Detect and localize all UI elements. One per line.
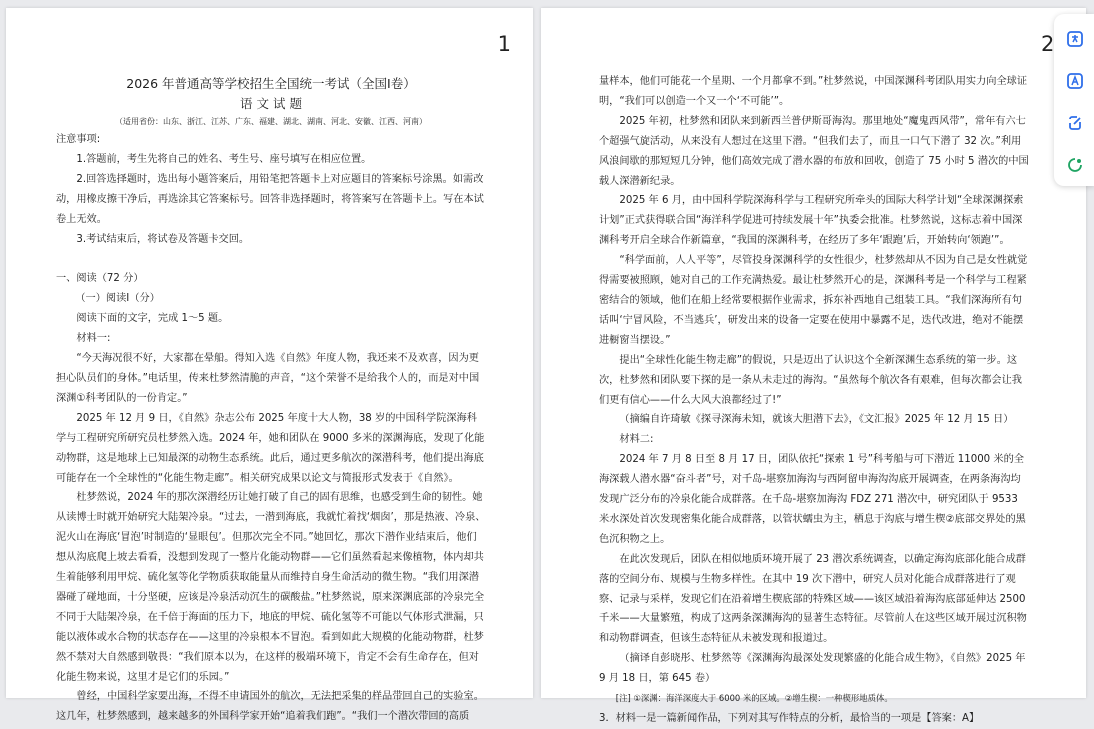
- notice-item: 3.考试结束后，将试卷及答题卡交回。: [76, 233, 250, 245]
- exam-title: 2026 年普通高等学校招生全国统一考试（全国Ⅰ卷）: [126, 76, 416, 91]
- notice-heading: 注意事项:: [56, 134, 101, 145]
- paragraph: 2025 年 12 月 9 日，《自然》杂志公布 2025 年度十大人物，38 岁的中国科学院深海科学与工程研究所研究员杜梦然入选。2024 年，她和团队在 9000 多米的深渊海底，发现了化能动物群，这是地球上已知最深的动物生态系统。此后，通过更多航次的深潜科考，他们提出海底可能存在一个全球性的“化能生物走廊”。相关研究成果以论文与简报形式发表于《自然》。: [56, 412, 485, 484]
- translate-icon[interactable]: [1066, 30, 1084, 48]
- paragraph: 2024 年 7 月 8 日至 8 月 17 日，团队依托“探索 1 号”科考船与可下潜近 11000 米的全海深载人潜水器“奋斗者”号，对千岛-堪察加海沟与西阿留申海沟沟底开展调查，在两条海沟均发现广泛分布的冷泉化能合成群落。在千岛-堪察加海沟 FDZ 271 潜次中，研究团队于 9533 米水深处首次发现密集化能合成群落，以管状蠕虫为主，栖息于沟底与增生楔②底部交界处的黑色沉积物之上。: [599, 454, 1026, 545]
- exam-subtitle: 语 文 试 题: [240, 96, 302, 111]
- edit-icon[interactable]: [1066, 114, 1084, 132]
- paragraph: “今天海况很不好，大家都在晕船。得知入选《自然》年度人物，我还来不及欢喜，因为更担心队员们的身体。”电话里，传来杜梦然清脆的声音，“这个荣誉不是给我个人的，而是对中国深渊①科考团队的一份肯定。”: [56, 353, 480, 404]
- exam-page-2: [541, 8, 1086, 724]
- notice-item: 2.回答选择题时，选出每小题答案后，用铅笔把答题卡上对应题目的答案标号涂黑。如需改动，用橡皮擦干净后，再选涂其它答案标号。回答非选择题时，将答案写在答题卡上。写在本试卷上无效。: [56, 173, 484, 225]
- paragraph: 量样本，他们可能花一个星期、一个月都拿不到。”杜梦然说，中国深渊科考团队用实力向全球证明，“我们可以创造一个又一个‘不可能’”。: [599, 76, 1028, 107]
- source-citation: （摘译自彭晓彤、杜梦然等《深渊海沟最深处发现繁盛的化能合成生物》，《自然》2025 年 9 月 18 日，第 645 卷）: [599, 653, 1026, 685]
- page-number: 2: [1041, 32, 1055, 56]
- material-label: 材料二:: [619, 434, 654, 446]
- page-1-text: [56, 74, 486, 727]
- section-heading: 一、阅读（72 分）: [56, 273, 144, 285]
- source-citation: （摘编自许琦敏《探寻深海未知，就该大胆潜下去》，《文汇报》2025 年 12 月 15 日）: [619, 414, 1014, 426]
- applicable-provinces: （适用省份：山东、浙江、江苏、广东、福建、湖北、湖南、河北、安徽、江西、河南）: [115, 117, 427, 126]
- floating-toolbar: [1054, 14, 1094, 186]
- share-icon[interactable]: [1066, 156, 1084, 174]
- footnote: [注] ①深渊：海洋深度大于 6000 米的区域。②增生楔：一种楔形地质体。: [615, 693, 893, 704]
- notice-item: 1.答题前，考生先将自己的姓名、考生号、座号填写在相应位置。: [76, 153, 372, 165]
- exam-page-1: [6, 8, 533, 723]
- material-label: 材料一:: [76, 333, 111, 345]
- paragraph: “科学面前，人人平等”，尽管投身深渊科学的女性很少，杜梦然却从不因为自己是女性就觉得需要被照顾，她对自己的工作充满热爱。最让杜梦然开心的是，深渊科考是一个科学与工程紧密结合的领域，他们在船上经常要根据作业需求，拆东补西地自己组装工具。“我们深海所有句话叫‘宁冒风险，不当逃兵’，研发出来的设备一定要在使用中暴露不足，迭代改进，绝对不能摆进橱窗当摆设。”: [599, 255, 1028, 346]
- paragraph: 2025 年 6 月，由中国科学院深海科学与工程研究所牵头的国际大科学计划“全球深渊探索计划”正式获得联合国“海洋科学促进可持续发展十年”执委会批准。杜梦然说，这标志着中国深渊科考开启全球合作新篇章，“我国的深渊科考，在经历了多年‘跟跑’后，开始转向‘领跑’”。: [599, 195, 1024, 247]
- paragraph: 2025 年初，杜梦然和团队来到新西兰普伊斯哥海沟。那里地处“魔鬼西风带”，常年有六七个超强气旋活动，从来没有人想过在这里下潜。“但我们去了，而且一口气下潜了 32 次。”利用风浪间歇的那短短几分钟，他们高效完成了潜水器的布放和回收，创造了 75 小时 5 潜次的中国载人深潜新纪录。: [599, 115, 1029, 187]
- paragraph: 在此次发现后，团队在相似地质环境开展了 23 潜次系统调查，以确定海沟底部化能合成群落的空间分布、规模与生物多样性。在其中 19 次下潜中，研究人员对化能合成群落进行了观察、记录与采样，发现它们在沿着增生楔底部的特殊区域——该区域沿着海沟底部延伸达 2500 千米——大量繁殖，构成了这两条深渊海沟的显著生态特征。尽管前人在这些区域开展过沉积物和动物群调查，但该生态特征从未被发现和报道过。: [599, 553, 1027, 645]
- paragraph: 提出“全球性化能生物走廊”的假说，只是迈出了认识这个全新深渊生态系统的第一步。这次，杜梦然和团队要下探的是一条从未走过的海沟。“虽然每个航次各有艰难，但每次都会让我们更有信心——什么大风大浪都经过了!”: [599, 354, 1022, 406]
- ai-read-icon[interactable]: [1066, 72, 1084, 90]
- instruction: 阅读下面的文字，完成 1～5 题。: [76, 313, 229, 325]
- question-3: 3．材料一是一篇新闻作品，下列对其写作特点的分析，最恰当的一项是【答案：A】: [599, 713, 980, 724]
- paragraph: 曾经，中国科学家要出海，不得不申请国外的航次，无法把采集的样品带回自己的实验室。这几年，杜梦然感到，越来越多的外国科学家开始“追着我们跑”。“我们一个潜次带回的高质: [56, 691, 484, 723]
- paragraph: 杜梦然说，2024 年的那次深潜经历让她打破了自己的固有思维，也感受到生命的韧性。她从读博士时就开始研究大陆架冷泉。“过去，一潜到海底，我就忙着找‘烟囱’，那是热液、冷泉、泥火山在海底‘冒泡’时制造的‘显眼包’。但那次完全不同。”她回忆，那次下潜作业结束后，他们想从沟底爬上坡去看看，没想到发现了一整片化能动物群——它们虽然看起来像植物，体内却共生着能够利用甲烷、硫化氢等化学物质获取能量从而维持自身生命活动的微生物。“我们用深潜器碰了碰地面，十分坚硬，应该是冷泉活动沉生的碳酸盐。”杜梦然说，原来深渊底部的冷泉完全不同于大陆架冷泉，在千倍于海面的压力下，地底的甲烷、硫化氢等不可能以气体形式泄漏，只能以液体或水合物的状态存在——这里的冷泉根本不冒泡。看到如此大规模的化能动物群，杜梦然不禁对大自然感到敬畏：“我们原本以为，在这样的极端环境下，肯定不会有生命存在，但对化能生物来说，这里才是它们的乐园。”: [56, 492, 486, 683]
- subsection-heading: （一）阅读Ⅰ（分）: [75, 293, 160, 305]
- page-2-text: [599, 72, 1029, 729]
- page-number: 1: [497, 32, 511, 56]
